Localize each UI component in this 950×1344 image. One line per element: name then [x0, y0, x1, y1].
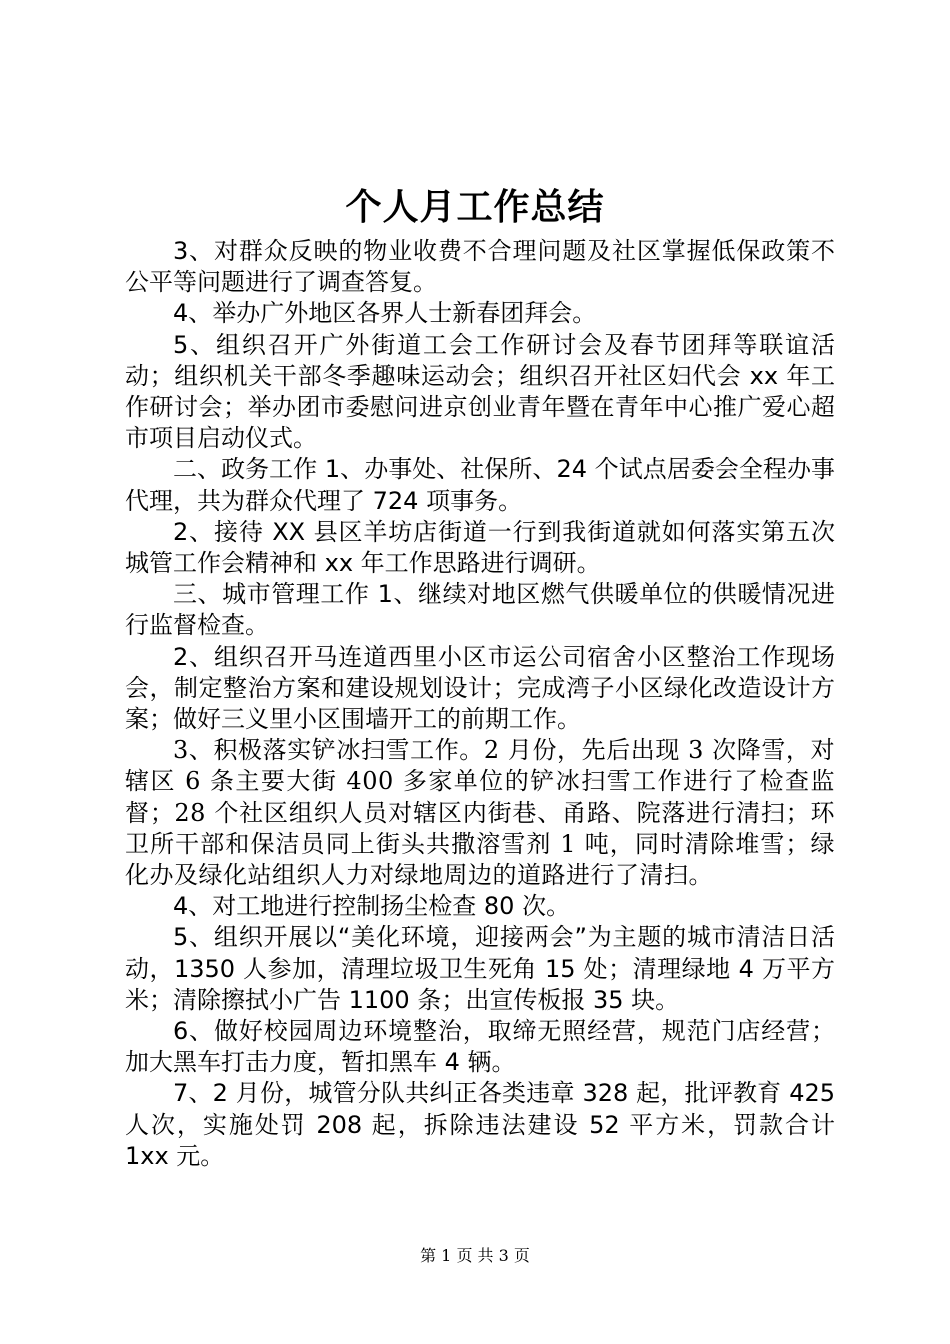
document-body: [125, 236, 835, 1172]
paragraph: 3、积极落实铲冰扫雪工作。2 月份，先后出现 3 次降雪，对辖区 6 条主要大街 400 多家单位的铲冰扫雪工作进行了检查监督；28 个社区组织人员对辖区内街巷、甬路、院落进行清扫；环卫所干部和保洁员同上街头共撒溶雪剂 1 吨，同时清除堆雪；绿化办及绿化站组织人力对绿地周边的道路进行了清扫。: [125, 736, 835, 890]
paragraph: 3、对群众反映的物业收费不合理问题及社区掌握低保政策不公平等问题进行了调查答复。: [125, 237, 835, 297]
document-title: 个人月工作总结: [345, 186, 605, 228]
paragraph: 5、组织开展以“美化环境，迎接两会”为主题的城市清洁日活动，1350 人参加，清理垃圾卫生死角 15 处；清理绿地 4 万平方米；清除擦拭小广告 1100 条；出宣传板报 35 块。: [125, 923, 835, 1014]
paragraph: 2、组织召开马连道西里小区市运公司宿舍小区整治工作现场会，制定整治方案和建设规划设计；完成湾子小区绿化改造设计方案；做好三义里小区围墙开工的前期工作。: [125, 642, 835, 734]
paragraph: 二、政务工作 1、办事处、社保所、24 个试点居委会全程办事代理，共为群众代理了 724 项事务。: [125, 455, 835, 515]
paragraph: 5、组织召开广外街道工会工作研讨会及春节团拜等联谊活动；组织机关干部冬季趣味运动会；组织召开社区妇代会 xx 年工作研讨会；举办团市委慰问进京创业青年暨在青年中心推广爱心超市项目启动仪式。: [125, 330, 835, 453]
paragraph: 三、城市管理工作 1、继续对地区燃气供暖单位的供暖情况进行监督检查。: [125, 580, 835, 640]
paragraph: 4、举办广外地区各界人士新春团拜会。: [173, 299, 597, 328]
paragraph: 2、接待 XX 县区羊坊店街道一行到我街道就如何落实第五次城管工作会精神和 xx 年工作思路进行调研。: [125, 517, 835, 578]
paragraph: 6、做好校园周边环境整治，取缔无照经营，规范门店经营；加大黑车打击力度，暂扣黑车 4 辆。: [125, 1017, 835, 1077]
paragraph: 7、2 月份，城管分队共纠正各类违章 328 起，批评教育 425 人次，实施处罚 208 起，拆除违法建设 52 平方米，罚款合计 1xx 元。: [125, 1079, 835, 1170]
page-indicator: 第 1 页 共 3 页: [420, 1246, 530, 1265]
paragraph: 4、对工地进行控制扬尘检查 80 次。: [173, 892, 571, 921]
